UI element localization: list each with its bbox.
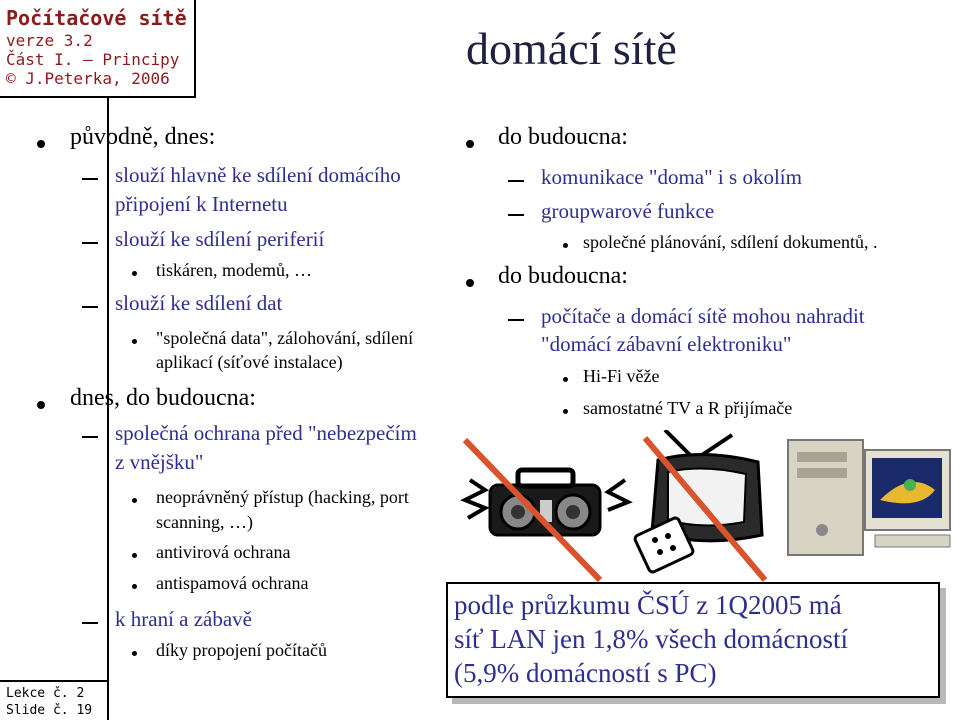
left-b1-s3-i1: "společná data", zálohování, sdílení xyxy=(156,328,414,348)
left-b1-s2-i1: tiskáren, modemů, … xyxy=(156,260,312,280)
callout-line-2: síť LAN jen 1,8% všech domácností xyxy=(454,624,848,654)
dash xyxy=(508,319,524,321)
left-b2-s1-i1: neoprávněný přístup (hacking, port xyxy=(156,487,409,507)
bullet xyxy=(466,140,474,148)
bullet xyxy=(37,140,45,148)
bullet-small xyxy=(132,651,137,656)
left-b2-s1-i2: antivirová ochrana xyxy=(156,542,291,562)
right-b2-s1: počítače a domácí sítě mohou nahradit xyxy=(541,304,865,328)
dash xyxy=(82,306,98,308)
right-b1-s1: komunikace "doma" i s okolím xyxy=(541,165,802,189)
left-b1-s1: slouží hlavně ke sdílení domácího xyxy=(115,163,401,187)
dash xyxy=(508,214,524,216)
right-b2-s1-i2: samostatné TV a R přijímače xyxy=(583,398,793,418)
right-b1-s2-i1: společné plánování, sdílení dokumentů, . xyxy=(583,232,878,252)
bullet-small xyxy=(563,377,568,382)
left-b2-s1b: z vnějšku" xyxy=(115,450,204,474)
bullet-small xyxy=(132,498,137,503)
course-part: Část I. – Principy xyxy=(6,50,180,69)
bullet-small xyxy=(563,243,568,248)
page-title: domácí sítě xyxy=(466,23,677,74)
left-b2-s2-i1: díky propojení počítačů xyxy=(156,640,327,660)
callout-box xyxy=(446,582,940,698)
illustration xyxy=(440,430,960,590)
dash xyxy=(82,178,98,180)
computer-icon xyxy=(788,440,950,555)
right-b1: do budoucna: xyxy=(498,124,628,150)
sidebar-strip xyxy=(0,0,109,720)
left-b1-s1b: připojení k Internetu xyxy=(115,192,288,216)
callout-line-1: podle průzkumu ČSÚ z 1Q2005 má xyxy=(454,590,842,620)
bullet xyxy=(37,401,45,409)
bullet xyxy=(466,279,474,287)
tv-icon xyxy=(634,430,765,580)
left-b2-s2: k hraní a zábavě xyxy=(115,607,253,631)
course-title: Počítačové sítě xyxy=(6,6,187,30)
dash xyxy=(508,180,524,182)
right-b1-s2: groupwarové funkce xyxy=(541,199,715,223)
left-b1: původně, dnes: xyxy=(70,124,216,150)
right-b2-s1-i1: Hi-Fi věže xyxy=(583,366,660,386)
dash xyxy=(82,622,98,624)
left-b1-s3: slouží ke sdílení dat xyxy=(115,291,283,315)
lecture-number: Lekce č. 2 xyxy=(6,686,85,701)
right-b2: do budoucna: xyxy=(498,263,628,289)
bullet-small xyxy=(132,584,137,589)
bullet-small xyxy=(132,339,137,344)
course-version: verze 3.2 xyxy=(6,31,93,50)
callout-line-3: (5,9% domácností s PC) xyxy=(454,658,717,688)
boombox-icon xyxy=(465,440,628,580)
left-b2-s1: společná ochrana před "nebezpečím xyxy=(115,421,417,445)
left-b2: dnes, do budoucna: xyxy=(70,385,256,411)
left-b1-s3-i1b: aplikací (síťové instalace) xyxy=(156,352,343,372)
right-b2-s1b: "domácí zábavní elektroniku" xyxy=(541,332,792,356)
course-author: © J.Peterka, 2006 xyxy=(6,69,170,88)
bullet-small xyxy=(132,271,137,276)
slide-footer xyxy=(0,680,107,722)
course-header xyxy=(0,0,196,98)
left-b2-s1-i1b: scanning, …) xyxy=(156,512,253,532)
slide-number: Slide č. 19 xyxy=(6,703,93,718)
bullet-small xyxy=(563,409,568,414)
dash xyxy=(82,436,98,438)
left-b1-s2: slouží ke sdílení periferií xyxy=(115,227,325,251)
bullet-small xyxy=(132,553,137,558)
dash xyxy=(82,242,98,244)
left-b2-s1-i3: antispamová ochrana xyxy=(156,573,309,593)
